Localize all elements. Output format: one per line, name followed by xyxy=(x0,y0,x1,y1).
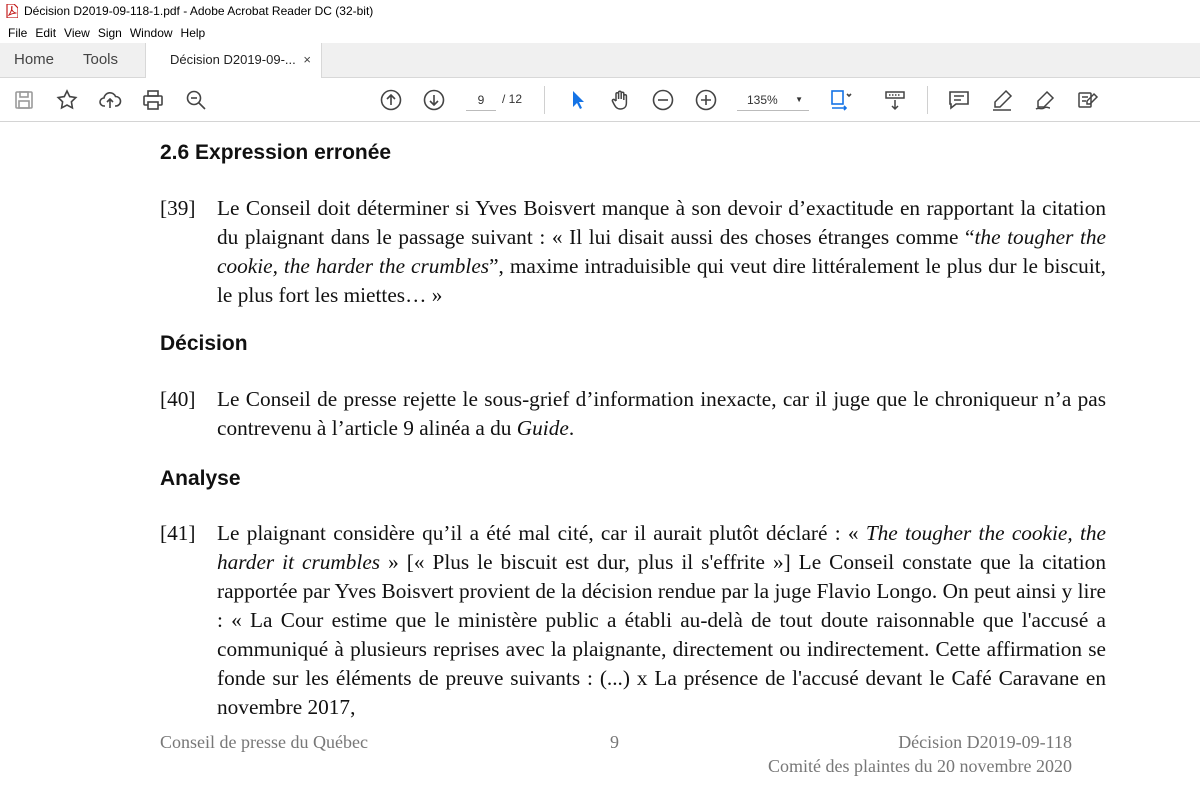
toolbar-divider xyxy=(927,86,928,114)
page-number-input[interactable] xyxy=(466,89,496,111)
select-cursor-icon[interactable] xyxy=(563,86,591,114)
sign-icon[interactable] xyxy=(1031,86,1059,114)
previous-page-icon[interactable] xyxy=(377,86,405,114)
chevron-down-icon: ▼ xyxy=(795,95,803,104)
window-title: Décision D2019-09-118-1.pdf - Adobe Acrobat Reader DC (32-bit) xyxy=(24,4,374,18)
zoom-out-icon[interactable] xyxy=(649,86,677,114)
menu-sign[interactable]: Sign xyxy=(97,25,122,40)
close-tab-icon[interactable]: × xyxy=(303,52,311,67)
menu-bar xyxy=(0,22,1200,43)
next-page-icon[interactable] xyxy=(420,86,448,114)
menu-view[interactable]: View xyxy=(64,25,90,40)
fit-page-icon[interactable] xyxy=(826,86,854,114)
title-bar xyxy=(0,0,1200,22)
menu-file[interactable]: File xyxy=(8,25,28,40)
paragraph-number: [40] xyxy=(160,387,196,411)
highlight-pen-icon[interactable] xyxy=(988,86,1016,114)
zoom-select[interactable] xyxy=(737,89,809,111)
zoom-in-icon[interactable] xyxy=(692,86,720,114)
tab-document[interactable] xyxy=(145,43,322,79)
paragraph-number: [39] xyxy=(160,196,196,220)
cloud-upload-icon[interactable] xyxy=(96,86,124,114)
paragraph-40 xyxy=(160,385,1106,443)
paragraph-text: Le Conseil de presse rejette le sous-grief d’information inexacte, car il juge que le chroniqueur n’a pas contrevenu à l’article 9 alinéa a du Guide. xyxy=(217,387,1106,440)
menu-edit[interactable]: Edit xyxy=(35,25,57,40)
tab-bar xyxy=(0,43,1200,78)
paragraph-text: Le plaignant considère qu’il a été mal cité, car il aurait plutôt déclaré : « The tougher the cookie, the harder it crumbles » [« Plus le biscuit est dur, plus il s'effrite »] Le Conseil constate que la citation rapportée par Yves Boisvert provient de la décision rendue par la juge Flavio Longo. On peut ainsi y lire : « La Cour estime que le ministère public a établi au-delà de tout doute raisonnable que l'accusé a communiqué à plusieurs reprises avec la plaignante, directement ou indirectement. Cette affirmation se fonde sur les éléments de preuve suivants : (...) x La présence de l'accusé devant le Café Caravane en novembre 2017, xyxy=(217,521,1106,719)
toolbar-divider xyxy=(544,86,545,114)
footer-decision-id: Décision D2019-09-118 xyxy=(898,732,1072,752)
bookmark-star-icon[interactable] xyxy=(53,86,81,114)
comment-icon[interactable] xyxy=(945,86,973,114)
print-icon[interactable] xyxy=(139,86,167,114)
section-heading: Analyse xyxy=(160,467,241,490)
toolbar xyxy=(0,78,1200,122)
tab-document-label: Décision D2019-09-... xyxy=(170,52,296,67)
save-icon[interactable] xyxy=(10,86,38,114)
paragraph-39 xyxy=(160,194,1106,310)
footer-organization: Conseil de presse du Québec xyxy=(160,732,368,752)
footer-page-number: 9 xyxy=(610,732,619,752)
document-page xyxy=(0,122,1200,809)
section-heading: 2.6 Expression erronée xyxy=(160,141,392,164)
zoom-value: 135% xyxy=(747,93,778,107)
paragraph-41 xyxy=(160,519,1106,722)
tab-tools[interactable]: Tools xyxy=(83,51,119,68)
search-zoom-icon[interactable] xyxy=(182,86,210,114)
acrobat-icon xyxy=(6,4,18,18)
paragraph-text: Le Conseil doit déterminer si Yves Boisvert manque à son devoir d’exactitude en rapportant la citation du plaignant dans le passage suivant : « Il lui disait aussi des choses étranges comme “the tougher the cookie, the harder the crumbles”, maxime intraduisible qui veut dire littéralement le plus dur le biscuit, le plus fort les miettes… » xyxy=(217,196,1107,307)
menu-window[interactable]: Window xyxy=(129,25,173,40)
page-total: / 12 xyxy=(502,92,523,106)
scroll-mode-icon[interactable] xyxy=(881,86,909,114)
tab-home[interactable]: Home xyxy=(14,51,55,68)
hand-tool-icon[interactable] xyxy=(606,86,634,114)
footer-committee: Comité des plaintes du 20 novembre 2020 xyxy=(768,756,1072,776)
section-heading: Décision xyxy=(160,332,248,355)
paragraph-number: [41] xyxy=(160,521,196,545)
fill-sign-icon[interactable] xyxy=(1074,86,1102,114)
menu-help[interactable]: Help xyxy=(180,25,206,40)
